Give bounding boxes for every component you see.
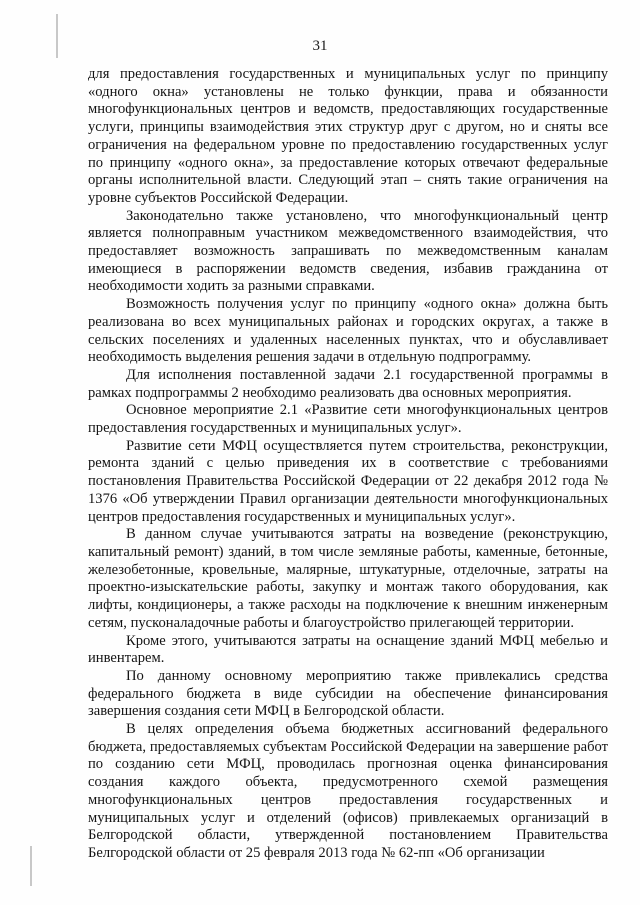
page-number: 31 — [312, 38, 328, 54]
scan-margin-mark — [30, 846, 32, 886]
paragraph: В целях определения объема бюджетных ассигнований федерального бюджета, предоставляемых субъектам Российской Федерации на завершение работ по созданию сети МФЦ, проводилась прогнозная оценка финансирования создания каждого объекта, предусмотренного схемой размещения многофункциональных центров предоставления государственных и муниципальных услуг и отделений (офисов) привлекаемых организаций в Белгородской области, утвержденной постановлением Правительства Белгородской области от 25 февраля 2013 года № 62-пп «Об организации — [88, 721, 608, 861]
paragraph: Для исполнения поставленной задачи 2.1 государственной программы в рамках подпрограммы 2 необходимо реализовать два основных мероприятия. — [88, 366, 608, 401]
paragraph: Развитие сети МФЦ осуществляется путем строительства, реконструкции, ремонта зданий с целью приведения их в соответствие с требованиями постановления Правительства Российской Федерации от 22 декабря 2012 года № 1376 «Об утверждении Правил организации деятельности многофункциональных центров предоставления государственных и муниципальных услуг». — [88, 437, 608, 525]
paragraph: для предоставления государственных и муниципальных услуг по принципу «одного окна» установлены не только функции, права и обязанности многофункциональных центров и ведомств, предоставляющих государственные услуги, принципы взаимодействия этих структур друг с другом, но и сняты все ограничения на федеральном уровне по предоставлению государственных услуг по принципу «одного окна», за предоставление которых отвечают федеральные органы исполнительной власти. Следующий этап – снять такие ограничения на уровне субъектов Российской Федерации. — [88, 66, 608, 206]
paragraph: В данном случае учитываются затраты на возведение (реконструкцию, капитальный ремонт) зданий, в том числе земляные работы, каменные, бетонные, железобетонные, кровельные, малярные, штукатурные, отделочные, затраты на проектно-изыскательские работы, закупку и монтаж такого оборудования, как лифты, кондиционеры, а также расходы на подключение к внешним инженерным сетям, пусконаладочные работы и благоустройство прилегающей территории. — [88, 526, 608, 631]
scan-margin-mark — [56, 14, 58, 58]
paragraph: Законодательно также установлено, что многофункциональный центр является полноправным участником межведомственного взаимодействия, что предоставляет возможность запрашивать по межведомственным каналам имеющиеся в распоряжении ведомств сведения, избавив гражданина от необходимости ходить за разными справками. — [88, 207, 608, 295]
paragraph: Кроме этого, учитываются затраты на оснащение зданий МФЦ мебелью и инвентарем. — [88, 632, 608, 667]
paragraph: По данному основному мероприятию также привлекались средства федерального бюджета в виде субсидии на обеспечение финансирования завершения создания сети МФЦ в Белгородской области. — [88, 667, 608, 720]
document-body — [88, 66, 608, 863]
paragraph: Основное мероприятие 2.1 «Развитие сети многофункциональных центров предоставления государственных и муниципальных услуг». — [88, 402, 608, 437]
paragraph: Возможность получения услуг по принципу «одного окна» должна быть реализована во всех муниципальных районах и городских округах, а также в сельских поселениях и удаленных населенных пунктах, что и обуславливает необходимость выделения решения задачи в отдельную подпрограмму. — [88, 296, 608, 366]
